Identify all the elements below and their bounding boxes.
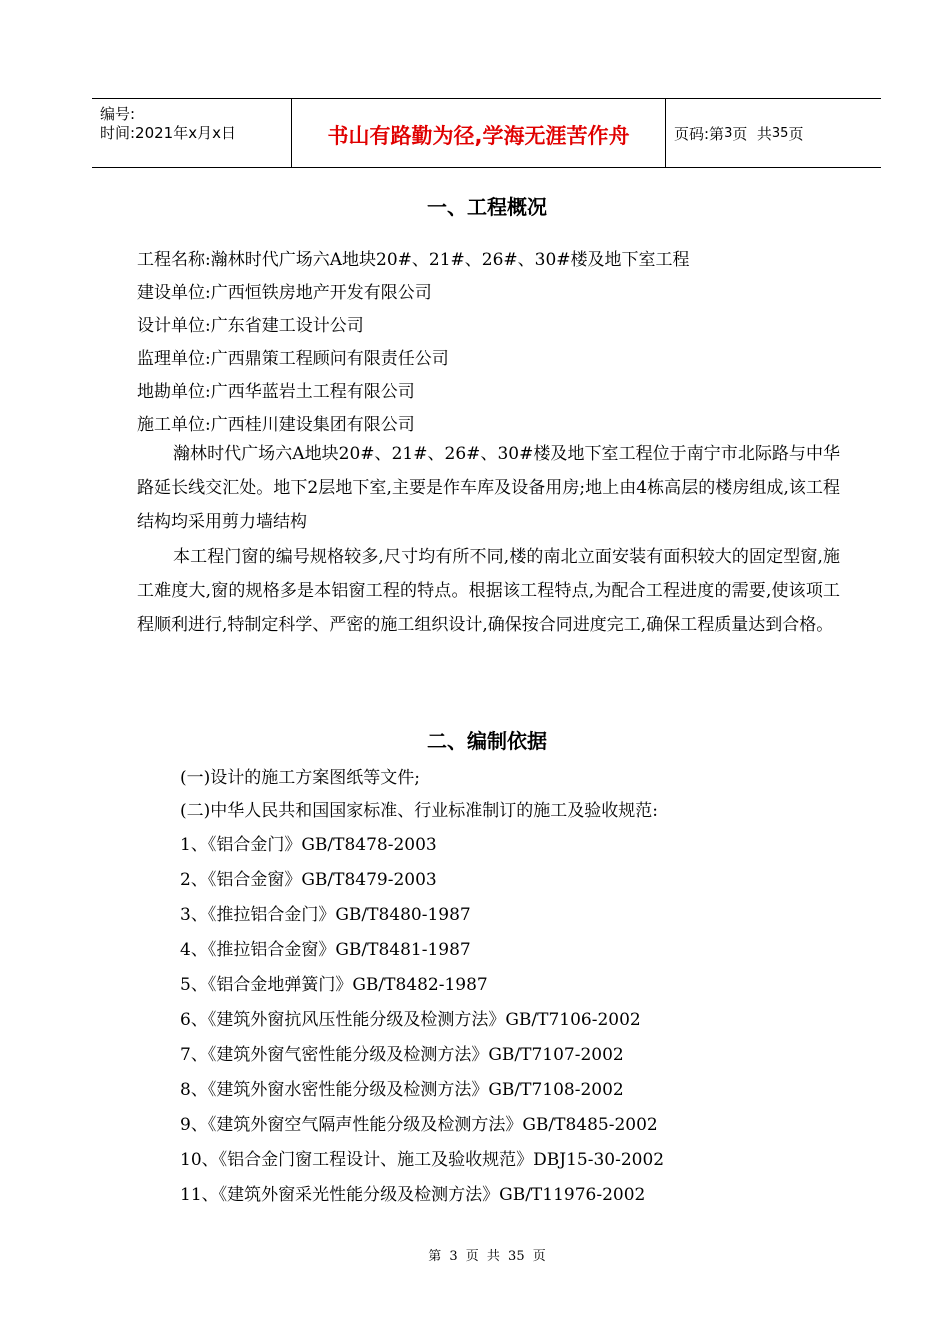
contractor-unit: 施工单位:广西桂川建设集团有限公司	[137, 415, 415, 435]
standards-list	[180, 828, 860, 1213]
section-title-basis: 二、编制依据	[427, 729, 547, 753]
page-label-suffix: 页	[788, 124, 804, 143]
standard-item: 3、《推拉铝合金门》GB/T8480-1987	[180, 905, 471, 925]
standard-item: 8、《建筑外窗水密性能分级及检测方法》GB/T7108-2002	[180, 1080, 624, 1100]
basis-intro-list	[180, 762, 860, 828]
standard-item: 11、《建筑外窗采光性能分级及检测方法》GB/T11976-2002	[180, 1185, 646, 1205]
header-meta-cell	[92, 99, 292, 167]
construction-unit: 建设单位:广西恒铁房地产开发有限公司	[137, 283, 432, 303]
project-name: 工程名称:瀚林时代广场六A地块20#、21#、26#、30#楼及地下室工程	[137, 250, 690, 270]
header-motto: 书山有路勤为径,学海无涯苦作舟	[292, 99, 666, 167]
page-current-number: 3	[724, 125, 733, 141]
design-unit: 设计单位:广东省建工设计公司	[137, 316, 364, 336]
standard-item: 5、《铝合金地弹簧门》GB/T8482-1987	[180, 975, 488, 995]
page-label-prefix: 页码:第	[674, 124, 725, 143]
standard-item: 7、《建筑外窗气密性能分级及检测方法》GB/T7107-2002	[180, 1045, 624, 1065]
standard-item: 9、《建筑外窗空气隔声性能分级及检测方法》GB/T8485-2002	[180, 1115, 658, 1135]
standard-item: 2、《铝合金窗》GB/T8479-2003	[180, 870, 437, 890]
page-footer: 第 3 页 共 35 页	[428, 1249, 546, 1264]
page-total-number: 35	[771, 125, 789, 141]
standard-item: 6、《建筑外窗抗风压性能分级及检测方法》GB/T7106-2002	[180, 1010, 641, 1030]
standard-item: 4、《推拉铝合金窗》GB/T8481-1987	[180, 940, 471, 960]
header-page-cell	[666, 99, 881, 167]
section-title-overview: 一、工程概况	[427, 195, 547, 219]
standard-item: 10、《铝合金门窗工程设计、施工及验收规范》DBJ15-30-2002	[180, 1150, 665, 1170]
overview-paragraph-location: 瀚林时代广场六A地块20#、21#、26#、30#楼及地下室工程位于南宁市北际路与中华路延长线交汇处。地下2层地下室,主要是作车库及设备用房;地上由4栋高层的楼房组成,该工程结构均采用剪力墙结构	[137, 444, 840, 532]
basis-intro-item: (一)设计的施工方案图纸等文件;	[180, 768, 420, 788]
supervision-unit: 监理单位:广西鼎策工程顾问有限责任公司	[137, 349, 449, 369]
standard-item: 1、《铝合金门》GB/T8478-2003	[180, 835, 437, 855]
document-time-label: 时间:2021年x月x日	[100, 124, 236, 142]
document-number-label: 编号:	[100, 105, 136, 123]
page-label-middle: 页 共	[732, 124, 772, 143]
overview-paragraph-features: 本工程门窗的编号规格较多,尺寸均有所不同,楼的南北立面安装有面积较大的固定型窗,施工难度大,窗的规格多是本铝窗工程的特点。根据该工程特点,为配合工程进度的需要,使该项工程顺利进行,特制定科学、严密的施工组织设计,确保按合同进度完工,确保工程质量达到合格。	[137, 547, 840, 635]
survey-unit: 地勘单位:广西华蓝岩土工程有限公司	[137, 382, 415, 402]
project-info-list	[137, 244, 857, 442]
page-header	[92, 98, 881, 168]
basis-intro-item: (二)中华人民共和国国家标准、行业标准制订的施工及验收规范:	[180, 801, 658, 821]
